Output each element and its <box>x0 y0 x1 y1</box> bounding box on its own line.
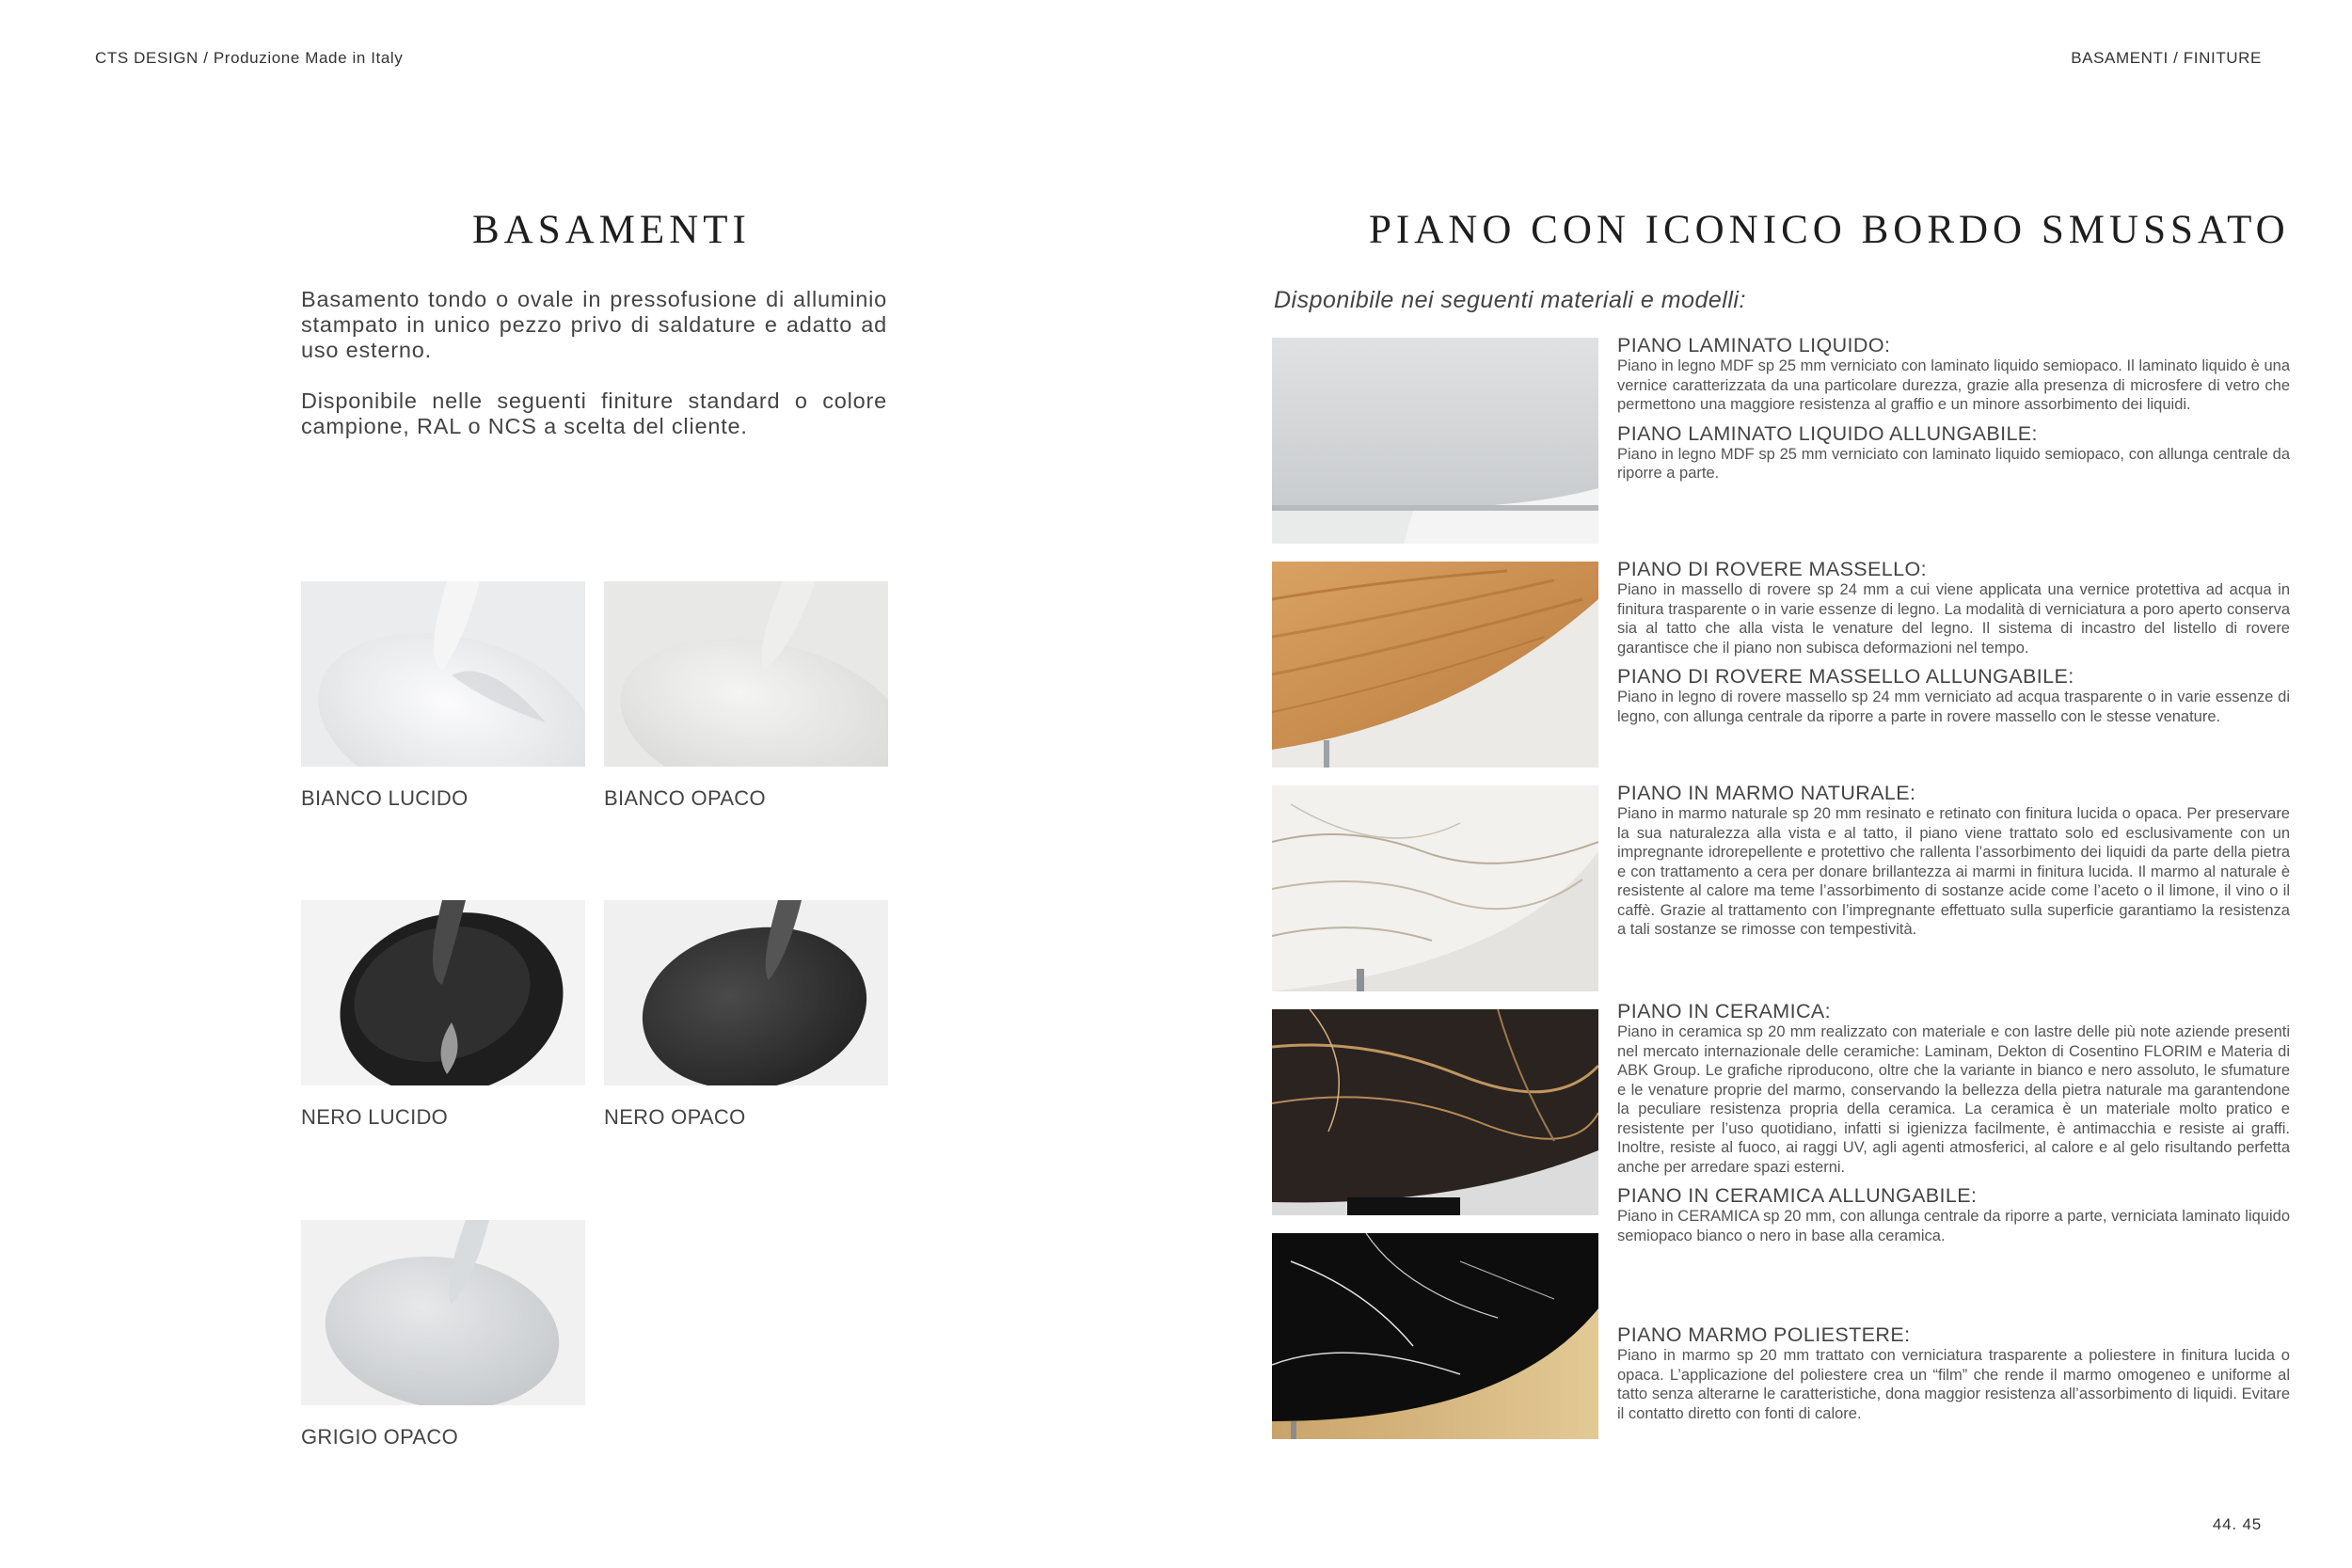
swatch-label-nero-opaco: NERO OPACO <box>604 1105 746 1129</box>
header-left: CTS DESIGN / Produzione Made in Italy <box>95 49 404 67</box>
piano-title: PIANO CON ICONICO BORDO SMUSSATO <box>1369 208 2290 252</box>
basamenti-description: Basamento tondo o ovale in pressofusione di alluminio stampato in unico pezzo privo di saldature e adatto ad uso esterno. <box>301 287 887 362</box>
section-ceramica <box>1617 1000 2290 1253</box>
section-title: PIANO IN CERAMICA ALLUNGABILE: <box>1617 1184 1978 1207</box>
section-text: Piano in ceramica sp 20 mm realizzato con materiale e con lastre delle più note aziende presenti nel mercato internazionale delle ceramiche: Laminam, Dekton di Cosentino FLORIM e Materia di ABK Group. Le grafiche riproducono, oltre che la variante in bianco e nero assoluto, le sfumature e le venature proprie del marmo, conservando la bellezza della pietra naturale ma garantendone la peculiare resistenza propria della ceramica. La ceramica è un materiale molto pratico e resistente per l’uso quotidiano, infatti si igienizza facilmente, è antimacchia e resiste ai graffi. Inoltre, resiste al fuoco, ai raggi UV, agli agenti atmosferici, al calore e al gelo risultando perfetta anche per arredare spazi esterni. <box>1617 1023 2290 1176</box>
section-title: PIANO IN CERAMICA: <box>1617 1000 1832 1022</box>
swatch-bianco-opaco <box>604 581 888 767</box>
piano-subtitle: Disponibile nei seguenti materiali e modelli: <box>1274 287 1746 313</box>
swatch-nero-opaco <box>604 900 888 1085</box>
swatch-label-bianco-lucido: BIANCO LUCIDO <box>301 786 469 810</box>
marmo-poliestere-image <box>1272 1233 1598 1439</box>
section-marmo-poliestere <box>1617 1323 2290 1431</box>
marmo-naturale-image <box>1272 785 1598 991</box>
section-laminato-liquido <box>1617 334 2290 491</box>
section-text: Piano in marmo naturale sp 20 mm resinato e retinato con finitura lucida o opaca. Per preservare la sua naturalezza alla vista e al tatto, il piano viene trattato solo ed esclusivamente con un impregnante idrorepellente e protettivo che rallenta l’assorbimento dei liquidi da parte della pietra e con trattamento a cera per donare brillantezza ai marmi in finitura lucida. Il marmo al naturale è resistente al calore ma teme l’assorbimento di sostanze acide come l’aceto o il limone, il vino o il caffè. Grazie al trattamento con l’impregnante effettuato sulla superficie garantiamo la resistenza a tali sostanze se rimosse con tempestività. <box>1617 805 2290 938</box>
section-text: Piano in legno MDF sp 25 mm verniciato con laminato liquido semiopaco. Il laminato liquido è una vernice caratterizzata da una particolare durezza, grazie alla presenza di microsfere di vetro che permettono una maggiore resistenza al graffio e un minore assorbimento dei liquidi. <box>1617 357 2290 413</box>
swatch-label-grigio-opaco: GRIGIO OPACO <box>301 1425 458 1449</box>
laminato-image <box>1272 338 1598 544</box>
section-title: PIANO LAMINATO LIQUIDO ALLUNGABILE: <box>1617 421 2038 445</box>
photo-ceramica <box>1272 1009 1598 1215</box>
section-title: PIANO DI ROVERE MASSELLO: <box>1617 558 1928 580</box>
section-title: PIANO LAMINATO LIQUIDO: <box>1617 334 1891 356</box>
photo-marmo-naturale <box>1272 785 1598 991</box>
section-title: PIANO IN MARMO NATURALE: <box>1617 782 1916 804</box>
swatch-nero-lucido <box>301 900 585 1085</box>
header-right: BASAMENTI / FINITURE <box>2071 49 2262 67</box>
basamenti-availability: Disponibile nelle seguenti finiture standard o colore campione, RAL o NCS a scelta del cliente. <box>301 388 887 438</box>
bianco-opaco-image <box>604 581 888 767</box>
ceramica-image <box>1272 1009 1598 1215</box>
photo-rovere-massello <box>1272 562 1598 768</box>
basamenti-title: BASAMENTI <box>472 208 751 252</box>
rovere-image <box>1272 562 1598 768</box>
swatch-label-nero-lucido: NERO LUCIDO <box>301 1105 449 1129</box>
page-number: 44. 45 <box>2212 1515 2262 1533</box>
section-title: PIANO MARMO POLIESTERE: <box>1617 1323 1911 1346</box>
section-title: PIANO DI ROVERE MASSELLO ALLUNGABILE: <box>1617 665 2074 688</box>
bianco-lucido-image <box>301 581 585 767</box>
section-marmo-naturale <box>1617 782 2290 947</box>
swatch-label-bianco-opaco: BIANCO OPACO <box>604 786 766 810</box>
section-text: Piano in CERAMICA sp 20 mm, con allunga centrale da riporre a parte, verniciata laminato liquido semiopaco bianco o nero in base alla ceramica. <box>1617 1208 2290 1244</box>
nero-lucido-image <box>301 900 585 1085</box>
section-text: Piano in legno di rovere massello sp 24 mm verniciato ad acqua trasparente o in varie essenze di legno, con allunga centrale da riporre a parte in rovere massello con le stesse venature. <box>1617 689 2290 725</box>
photo-laminato-liquido <box>1272 338 1598 544</box>
section-text: Piano in massello di rovere sp 24 mm a cui viene applicata una vernice protettiva ad acqua in finitura trasparente o in varie essenze di legno. La modalità di verniciatura a poro aperto conserva sia al tatto che alla vista le venature del legno. Il sistema di incastro del listello di rovere garantisce che il piano non subisca deformazioni nel tempo. <box>1617 581 2290 657</box>
photo-marmo-poliestere <box>1272 1233 1598 1439</box>
grigio-opaco-image <box>301 1220 585 1405</box>
nero-opaco-image <box>604 900 888 1085</box>
section-rovere-massello <box>1617 558 2290 734</box>
swatch-grigio-opaco <box>301 1220 585 1405</box>
section-text: Piano in marmo sp 20 mm trattato con verniciatura trasparente a poliestere in finitura lucida o opaca. L’applicazione del poliestere crea un “film” che rende il marmo omogeneo e uniforme al tatto senza alterarne le caratteristiche, dona maggior resistenza all’assorbimento di liquidi. Evitare il contatto diretto con fonti di calore. <box>1617 1347 2290 1422</box>
section-text: Piano in legno MDF sp 25 mm verniciato con laminato liquido semiopaco, con allunga centrale da riporre a parte. <box>1617 445 2290 482</box>
swatch-bianco-lucido <box>301 581 585 767</box>
